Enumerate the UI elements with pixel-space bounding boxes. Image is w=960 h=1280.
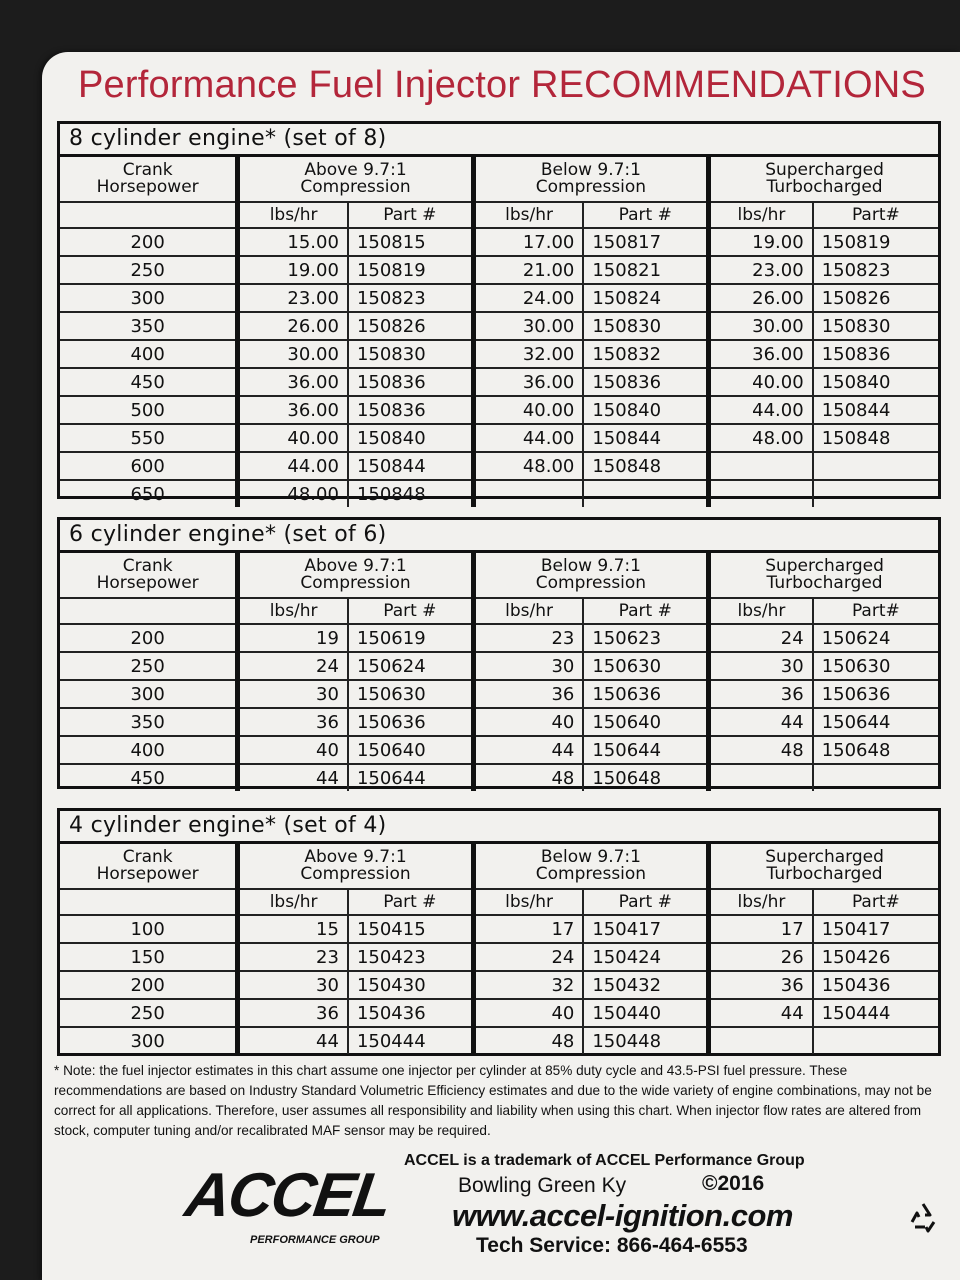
cell-part-number: 150630 <box>348 680 473 708</box>
cell-lbs-hr: 36.00 <box>709 340 813 368</box>
cell-part-number: 150819 <box>348 256 473 284</box>
header-line: Crank <box>122 160 173 180</box>
cell-part-number: 150623 <box>583 624 708 652</box>
header-line: Horsepower <box>96 864 199 884</box>
cell-lbs-hr: 44 <box>238 764 348 791</box>
cell-lbs-hr: 48 <box>473 1027 583 1054</box>
cell-lbs-hr: 23 <box>473 624 583 652</box>
cell-lbs-hr: 19.00 <box>238 256 348 284</box>
cell-part-number: 150826 <box>348 312 473 340</box>
cell-lbs-hr: 36.00 <box>238 396 348 424</box>
cell-part-number: 150823 <box>813 256 938 284</box>
cell-part-number: 150436 <box>813 971 938 999</box>
cell-part-number: 150630 <box>583 652 708 680</box>
cell-lbs-hr: 23.00 <box>238 284 348 312</box>
injector-table <box>60 844 938 1054</box>
header-crank-horsepower <box>60 157 238 202</box>
cell-lbs-hr: 48.00 <box>473 452 583 480</box>
cell-part-number: 150844 <box>583 424 708 452</box>
cell-part-number <box>813 480 938 507</box>
cell-lbs-hr: 30 <box>473 652 583 680</box>
cell-lbs-hr: 19 <box>238 624 348 652</box>
cell-part-number: 150840 <box>583 396 708 424</box>
cell-lbs-hr: 36.00 <box>473 368 583 396</box>
header-lbs-hr: lbs/hr <box>238 598 348 624</box>
cell-part-number: 150444 <box>348 1027 473 1054</box>
cell-lbs-hr: 40 <box>473 708 583 736</box>
cell-lbs-hr: 24 <box>238 652 348 680</box>
page-title: Performance Fuel Injector RECOMMENDATIONS <box>78 64 926 106</box>
cell-part-number: 150836 <box>583 368 708 396</box>
cell-horsepower: 150 <box>60 943 238 971</box>
header-part-number: Part # <box>583 202 708 228</box>
header-blank <box>60 202 238 228</box>
cell-lbs-hr <box>473 480 583 507</box>
cell-lbs-hr: 44 <box>709 999 813 1027</box>
cell-part-number: 150644 <box>583 736 708 764</box>
cell-lbs-hr: 23 <box>238 943 348 971</box>
table-row <box>60 1027 938 1054</box>
cell-lbs-hr: 48 <box>709 736 813 764</box>
header-line: Below 9.7:1 <box>540 160 641 180</box>
cell-part-number: 150644 <box>348 764 473 791</box>
header-line: Turbocharged <box>766 864 883 884</box>
table-row <box>60 999 938 1027</box>
cell-part-number: 150821 <box>583 256 708 284</box>
cell-part-number: 150848 <box>583 452 708 480</box>
header-part-number: Part # <box>348 202 473 228</box>
section-6-cylinder <box>57 517 941 789</box>
table-row <box>60 424 938 452</box>
header-line: Supercharged <box>765 847 884 867</box>
header-line: Compression <box>300 177 411 197</box>
cell-part-number: 150426 <box>813 943 938 971</box>
header-line: Supercharged <box>765 556 884 576</box>
cell-lbs-hr: 30.00 <box>709 312 813 340</box>
header-line: Compression <box>535 864 647 884</box>
header-part-number: Part # <box>583 889 708 915</box>
cell-part-number: 150824 <box>583 284 708 312</box>
cell-part-number <box>583 480 708 507</box>
disclaimer-note: * Note: the fuel injector estimates in this chart assume one injector per cylinder at 85% duty cycle and 43.5-PSI fuel pressure. These recommendations are based on Industry Standard Volumetric Efficiency estimates and due to the wide variety of engine combinations, may not be correct for all applications. Therefore, user assumes all responsibility and liability when using this chart. When injector flow rates are altered from stock, computer tuning and/or recalibrated MAF sensor may be required. <box>54 1063 932 1138</box>
cell-lbs-hr: 36 <box>238 708 348 736</box>
header-above-compression <box>238 553 473 598</box>
header-above-compression <box>238 844 473 889</box>
table-row <box>60 228 938 256</box>
table-row <box>60 764 938 791</box>
cell-part-number: 150415 <box>348 915 473 943</box>
header-below-compression <box>473 553 708 598</box>
cell-lbs-hr <box>709 452 813 480</box>
cell-lbs-hr: 36 <box>238 999 348 1027</box>
header-line: Horsepower <box>96 573 199 593</box>
cell-part-number: 150636 <box>583 680 708 708</box>
cell-part-number <box>813 764 938 791</box>
cell-part-number: 150823 <box>348 284 473 312</box>
section-4-cylinder <box>57 808 941 1056</box>
cell-part-number: 150424 <box>583 943 708 971</box>
cell-lbs-hr: 32 <box>473 971 583 999</box>
cell-horsepower: 300 <box>130 1030 165 1052</box>
cell-lbs-hr: 30.00 <box>238 340 348 368</box>
cell-horsepower: 200 <box>60 624 238 652</box>
header-part-number: Part# <box>813 889 938 915</box>
cell-horsepower: 450 <box>130 767 165 789</box>
header-crank-horsepower <box>60 553 238 598</box>
cell-lbs-hr: 44 <box>238 1027 348 1054</box>
cell-part-number: 150624 <box>348 652 473 680</box>
cell-lbs-hr: 36 <box>709 971 813 999</box>
table-row <box>60 915 938 943</box>
header-crank-horsepower <box>60 844 238 889</box>
cell-part-number: 150448 <box>583 1027 708 1054</box>
cell-horsepower: 350 <box>60 312 238 340</box>
table-row <box>60 340 938 368</box>
cell-part-number: 150423 <box>348 943 473 971</box>
header-line: Above 9.7:1 <box>304 847 407 867</box>
header-lbs-hr: lbs/hr <box>473 598 583 624</box>
cell-horsepower: 450 <box>60 368 238 396</box>
cell-lbs-hr: 17 <box>709 915 813 943</box>
cell-part-number: 150648 <box>583 764 708 791</box>
cell-horsepower: 300 <box>60 284 238 312</box>
header-lbs-hr: lbs/hr <box>473 202 583 228</box>
cell-part-number <box>813 452 938 480</box>
table-row <box>60 396 938 424</box>
cell-part-number: 150815 <box>348 228 473 256</box>
cell-horsepower: 200 <box>60 228 238 256</box>
cell-lbs-hr: 48 <box>473 764 583 791</box>
cell-part-number: 150432 <box>583 971 708 999</box>
cell-lbs-hr: 26.00 <box>238 312 348 340</box>
cell-horsepower: 300 <box>60 680 238 708</box>
cell-part-number: 150830 <box>583 312 708 340</box>
table-row <box>60 736 938 764</box>
cell-lbs-hr: 40.00 <box>709 368 813 396</box>
cell-part-number: 150636 <box>348 708 473 736</box>
table-row <box>60 256 938 284</box>
cell-lbs-hr: 40.00 <box>473 396 583 424</box>
header-supercharged <box>709 844 938 889</box>
cell-part-number: 150640 <box>348 736 473 764</box>
injector-table <box>60 157 938 507</box>
cell-lbs-hr: 15.00 <box>238 228 348 256</box>
cell-part-number: 150836 <box>348 368 473 396</box>
cell-lbs-hr: 17.00 <box>473 228 583 256</box>
cell-lbs-hr: 44 <box>473 736 583 764</box>
header-supercharged <box>709 157 938 202</box>
cell-lbs-hr: 40 <box>238 736 348 764</box>
logo-subtitle: PERFORMANCE GROUP <box>250 1234 380 1246</box>
cell-lbs-hr: 26.00 <box>709 284 813 312</box>
cell-horsepower: 350 <box>60 708 238 736</box>
table-row <box>60 312 938 340</box>
cell-part-number: 150832 <box>583 340 708 368</box>
header-below-compression <box>473 844 708 889</box>
table-row <box>60 680 938 708</box>
cell-part-number: 150836 <box>348 396 473 424</box>
cell-part-number: 150417 <box>583 915 708 943</box>
cell-horsepower: 550 <box>60 424 238 452</box>
header-blank <box>60 598 238 624</box>
cell-part-number <box>813 1027 938 1054</box>
cell-lbs-hr: 36.00 <box>238 368 348 396</box>
header-lbs-hr: lbs/hr <box>238 202 348 228</box>
header-line: Compression <box>300 573 411 593</box>
cell-part-number: 150636 <box>813 680 938 708</box>
header-line: Above 9.7:1 <box>304 556 407 576</box>
header-lbs-hr: lbs/hr <box>238 889 348 915</box>
header-part-number: Part# <box>813 598 938 624</box>
cell-part-number: 150624 <box>813 624 938 652</box>
cell-part-number: 150619 <box>348 624 473 652</box>
cell-lbs-hr: 36 <box>709 680 813 708</box>
cell-lbs-hr: 48.00 <box>238 480 348 507</box>
cell-horsepower: 650 <box>130 483 165 505</box>
header-line: Supercharged <box>765 160 884 180</box>
section-title: 6 cylinder engine* (set of 6) <box>60 520 938 553</box>
cell-part-number: 150444 <box>813 999 938 1027</box>
header-lbs-hr: lbs/hr <box>709 598 813 624</box>
copyright-text: ©2016 <box>702 1172 765 1195</box>
recycle-icon <box>906 1200 940 1234</box>
header-line: Compression <box>535 573 647 593</box>
cell-lbs-hr: 19.00 <box>709 228 813 256</box>
header-line: Compression <box>535 177 647 197</box>
section-8-cylinder <box>57 121 941 505</box>
cell-horsepower: 400 <box>60 340 238 368</box>
header-line: Above 9.7:1 <box>304 160 407 180</box>
header-part-number: Part# <box>813 202 938 228</box>
cell-lbs-hr: 40 <box>473 999 583 1027</box>
cell-lbs-hr: 44 <box>709 708 813 736</box>
cell-lbs-hr: 24 <box>473 943 583 971</box>
cell-part-number: 150817 <box>583 228 708 256</box>
cell-part-number: 150436 <box>348 999 473 1027</box>
table-row <box>60 971 938 999</box>
cell-lbs-hr: 21.00 <box>473 256 583 284</box>
header-line: Below 9.7:1 <box>540 847 641 867</box>
cell-part-number: 150840 <box>348 424 473 452</box>
header-above-compression <box>238 157 473 202</box>
cell-horsepower: 500 <box>60 396 238 424</box>
cell-lbs-hr: 24.00 <box>473 284 583 312</box>
cell-part-number: 150830 <box>813 312 938 340</box>
cell-horsepower: 400 <box>60 736 238 764</box>
header-supercharged <box>709 553 938 598</box>
cell-lbs-hr <box>709 1027 813 1054</box>
trademark-text: ACCEL is a trademark of ACCEL Performance Group <box>404 1152 805 1169</box>
cell-horsepower: 250 <box>60 652 238 680</box>
injector-table <box>60 553 938 791</box>
cell-part-number: 150630 <box>813 652 938 680</box>
cell-part-number: 150648 <box>813 736 938 764</box>
cell-lbs-hr: 30 <box>238 680 348 708</box>
table-row <box>60 452 938 480</box>
header-part-number: Part # <box>348 598 473 624</box>
cell-lbs-hr: 23.00 <box>709 256 813 284</box>
table-row <box>60 480 938 507</box>
cell-part-number: 150819 <box>813 228 938 256</box>
table-row <box>60 652 938 680</box>
table-row <box>60 624 938 652</box>
header-line: Compression <box>300 864 411 884</box>
cell-lbs-hr: 40.00 <box>238 424 348 452</box>
section-title: 4 cylinder engine* (set of 4) <box>60 811 938 844</box>
cell-part-number: 150840 <box>813 368 938 396</box>
table-row <box>60 708 938 736</box>
cell-part-number: 150417 <box>813 915 938 943</box>
cell-part-number: 150644 <box>813 708 938 736</box>
cell-horsepower: 100 <box>60 915 238 943</box>
cell-part-number: 150430 <box>348 971 473 999</box>
header-line: Crank <box>122 556 173 576</box>
header-lbs-hr: lbs/hr <box>709 889 813 915</box>
cell-part-number: 150830 <box>348 340 473 368</box>
cell-part-number: 150826 <box>813 284 938 312</box>
cell-lbs-hr: 44.00 <box>709 396 813 424</box>
cell-lbs-hr: 36 <box>473 680 583 708</box>
cell-lbs-hr: 32.00 <box>473 340 583 368</box>
section-title: 8 cylinder engine* (set of 8) <box>60 124 938 157</box>
cell-part-number: 150844 <box>813 396 938 424</box>
cell-lbs-hr: 48.00 <box>709 424 813 452</box>
table-row <box>60 368 938 396</box>
header-line: Turbocharged <box>766 573 883 593</box>
cell-lbs-hr <box>709 764 813 791</box>
logo-wordmark: ACCEL <box>181 1161 395 1230</box>
header-part-number: Part # <box>583 598 708 624</box>
header-blank <box>60 889 238 915</box>
header-part-number: Part # <box>348 889 473 915</box>
cell-lbs-hr: 44.00 <box>473 424 583 452</box>
header-line: Turbocharged <box>766 177 883 197</box>
table-row <box>60 284 938 312</box>
cell-lbs-hr <box>709 480 813 507</box>
cell-horsepower: 600 <box>60 452 238 480</box>
cell-lbs-hr: 30.00 <box>473 312 583 340</box>
cell-lbs-hr: 15 <box>238 915 348 943</box>
cell-part-number: 150440 <box>583 999 708 1027</box>
cell-lbs-hr: 30 <box>238 971 348 999</box>
cell-lbs-hr: 26 <box>709 943 813 971</box>
website-link[interactable]: www.accel-ignition.com <box>452 1198 793 1233</box>
header-lbs-hr: lbs/hr <box>709 202 813 228</box>
cell-horsepower: 200 <box>60 971 238 999</box>
city-text: Bowling Green Ky <box>458 1174 627 1197</box>
header-line: Crank <box>122 847 173 867</box>
cell-lbs-hr: 17 <box>473 915 583 943</box>
cell-lbs-hr: 24 <box>709 624 813 652</box>
table-row <box>60 943 938 971</box>
header-line: Below 9.7:1 <box>540 556 641 576</box>
header-line: Horsepower <box>96 177 199 197</box>
cell-part-number: 150848 <box>348 480 473 507</box>
cell-lbs-hr: 30 <box>709 652 813 680</box>
cell-part-number: 150640 <box>583 708 708 736</box>
cell-horsepower: 250 <box>60 256 238 284</box>
cell-horsepower: 250 <box>60 999 238 1027</box>
header-lbs-hr: lbs/hr <box>473 889 583 915</box>
cell-part-number: 150836 <box>813 340 938 368</box>
tech-service-phone: Tech Service: 866-464-6553 <box>476 1234 748 1257</box>
cell-part-number: 150848 <box>813 424 938 452</box>
cell-lbs-hr: 44.00 <box>238 452 348 480</box>
header-below-compression <box>473 157 708 202</box>
cell-part-number: 150844 <box>348 452 473 480</box>
accel-logo <box>181 1160 396 1250</box>
